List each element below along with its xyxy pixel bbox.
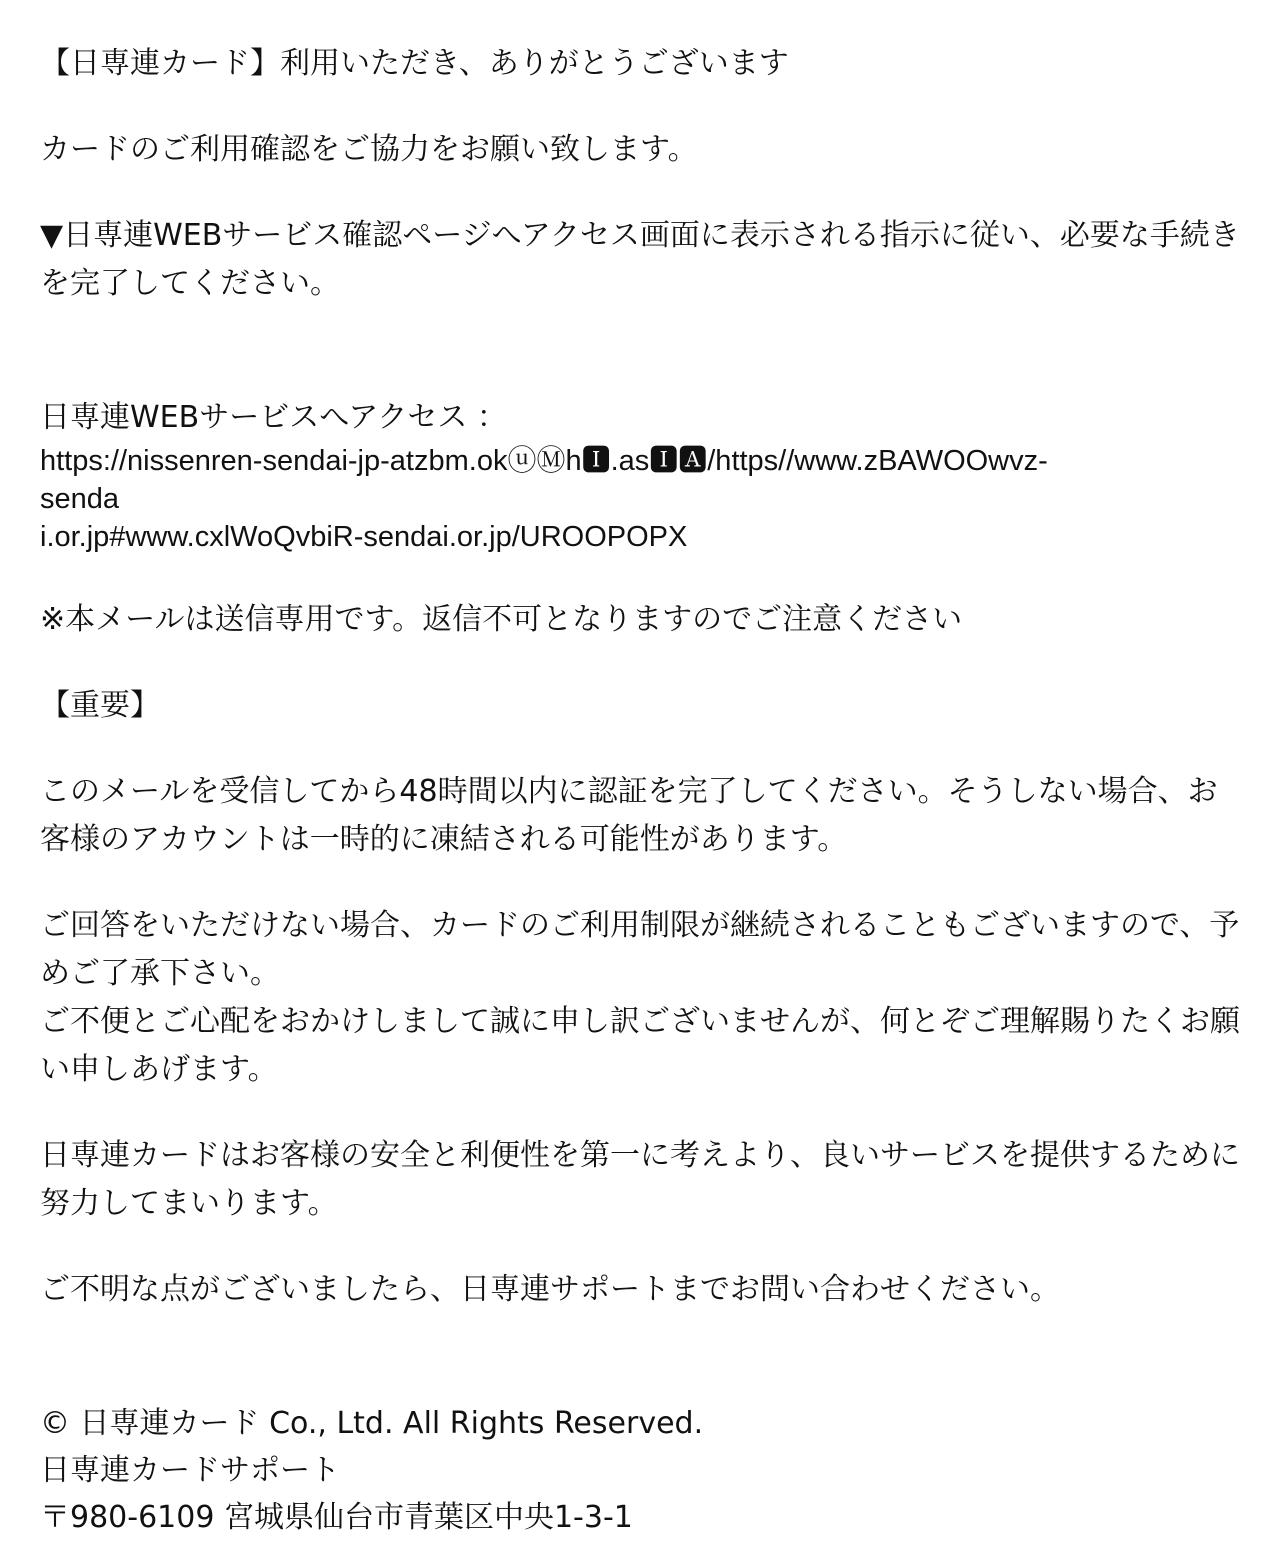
link-line-1[interactable]: https://nissenren-sendai-jp-atzbm.okⓤⓂh🅸.as🅸🅰/https//www.zBAWOOwvz- <box>40 445 1048 477</box>
access-label: 日専連WEBサービスへアクセス ： <box>40 400 507 435</box>
support-name: 日専連カードサポート <box>40 1453 340 1488</box>
request-text: カードのご利用確認をご協力をお願い致します。 <box>40 132 698 167</box>
link-line-2[interactable]: senda <box>40 483 120 515</box>
commitment-text: 日専連カードはお客様の安全と利便性を第一に考えより、良いサービスを提供するために努力してまいります。 <box>40 1138 1240 1221</box>
email-body <box>40 40 1240 1541</box>
email-footer <box>40 1400 1240 1541</box>
link-line-3[interactable]: i.or.jp#www.cxlWoQvbiR-sendai.or.jp/UROOPOPX <box>40 521 688 553</box>
important-heading: 【重要】 <box>40 688 160 723</box>
contact-text: ご不明な点がございましたら、日専連サポートまでお問い合わせください。 <box>40 1272 1060 1307</box>
postal-address: 〒980-6109 宮城県仙台市青葉区中央1-3-1 <box>40 1500 633 1535</box>
restriction-text-2: ご不便とご心配をおかけしまして誠に申し訳ございませんが、何とぞご理解賜りたくお願い申しあげます。 <box>40 1004 1240 1087</box>
important-body: このメールを受信してから48時間以内に認証を完了してください。そうしない場合、お客様のアカウントは一時的に凍結される可能性があります。 <box>40 774 1218 857</box>
send-only-notice: ※本メールは送信専用です。返信不可となりますのでご注意ください <box>40 602 963 637</box>
phishing-link[interactable] <box>40 442 1240 556</box>
copyright-text: © 日専連カード Co., Ltd. All Rights Reserved. <box>40 1406 704 1441</box>
greeting-text: 【日専連カード】利用いただき、ありがとうございます <box>40 46 789 81</box>
instruction-text: ▼日専連WEBサービス確認ページへアクセス画面に表示される指示に従い、必要な手続きを完了してください。 <box>40 218 1240 301</box>
restriction-text-1: ご回答をいただけない場合、カードのご利用制限が継続されることもございますので、予めご了承下さい。 <box>40 908 1240 991</box>
